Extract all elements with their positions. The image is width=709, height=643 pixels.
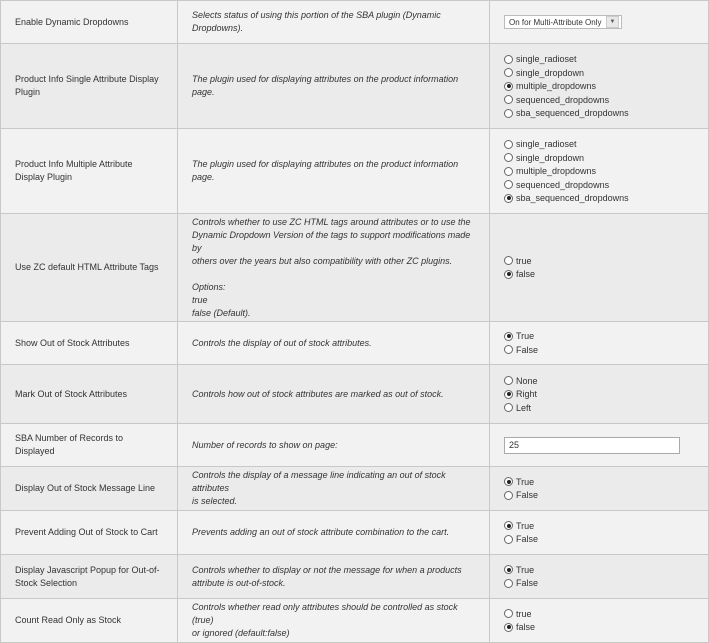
radio-checked-icon[interactable]: [504, 194, 513, 203]
radio-checked-icon[interactable]: [504, 477, 513, 486]
radio-unchecked-icon[interactable]: [504, 109, 513, 118]
records-count-input[interactable]: 25: [504, 437, 680, 454]
radio-unchecked-icon[interactable]: [504, 376, 513, 385]
radio-unchecked-icon[interactable]: [504, 256, 513, 265]
setting-description: [178, 1, 490, 44]
radio-unchecked-icon[interactable]: [504, 153, 513, 162]
setting-description: [178, 44, 490, 129]
description-line: Controls whether to display or not the message for when a products: [192, 564, 462, 575]
config-row: [1, 599, 709, 643]
radio-option[interactable]: [504, 52, 694, 66]
radio-option[interactable]: [504, 563, 694, 577]
select-value: On for Multi-Attribute Only: [509, 17, 602, 27]
setting-name: Prevent Adding Out of Stock to Cart: [1, 511, 178, 555]
radio-label: sequenced_dropdowns: [516, 94, 610, 105]
setting-description: [178, 424, 490, 467]
radio-label: True: [516, 331, 535, 342]
setting-name: Use ZC default HTML Attribute Tags: [1, 214, 178, 322]
setting-name: SBA Number of Records to Displayed: [1, 424, 178, 467]
radio-option[interactable]: [504, 151, 694, 165]
description-line: Controls how out of stock attributes are marked as out of stock.: [192, 388, 444, 399]
radio-option[interactable]: [504, 330, 694, 344]
radio-unchecked-icon[interactable]: [504, 535, 513, 544]
radio-unchecked-icon[interactable]: [504, 180, 513, 189]
setting-name: Enable Dynamic Dropdowns: [1, 1, 178, 44]
radio-option[interactable]: [504, 66, 694, 80]
config-row: [1, 365, 709, 424]
radio-option[interactable]: [504, 191, 694, 205]
radio-checked-icon[interactable]: [504, 623, 513, 632]
radio-label: False: [516, 344, 539, 355]
config-row: [1, 424, 709, 467]
radio-label: false: [516, 622, 536, 633]
radio-label: true: [516, 608, 532, 619]
setting-value: [490, 1, 709, 44]
radio-option[interactable]: [504, 489, 694, 503]
config-row: [1, 511, 709, 555]
setting-description: [178, 214, 490, 322]
radio-unchecked-icon[interactable]: [504, 491, 513, 500]
radio-checked-icon[interactable]: [504, 390, 513, 399]
radio-option[interactable]: [504, 164, 694, 178]
radio-checked-icon[interactable]: [504, 332, 513, 341]
radio-label: True: [516, 520, 535, 531]
radio-label: multiple_dropdowns: [516, 81, 597, 91]
description-line: Dropdowns).: [192, 23, 244, 33]
radio-option[interactable]: [504, 79, 694, 93]
setting-value: [490, 129, 709, 214]
setting-value: [490, 599, 709, 643]
radio-checked-icon[interactable]: [504, 270, 513, 279]
radio-option[interactable]: [504, 343, 694, 357]
description-line: The plugin used for displaying attributes on the product information page.: [192, 74, 459, 97]
radio-option[interactable]: [504, 519, 694, 533]
radio-unchecked-icon[interactable]: [504, 609, 513, 618]
radio-label: sba_sequenced_dropdowns: [516, 108, 629, 118]
description-line: Number of records to show on page:: [192, 439, 338, 450]
setting-name: Product Info Single Attribute Display Plugin: [1, 44, 178, 129]
setting-value: [490, 44, 709, 129]
radio-label: True: [516, 476, 535, 487]
setting-value: [490, 511, 709, 555]
radio-option[interactable]: [504, 374, 694, 388]
radio-label: Left: [516, 402, 532, 413]
config-row: [1, 44, 709, 129]
radio-option[interactable]: [504, 93, 694, 107]
description-line: Controls the display of a message line indicating an out of stock attributes: [192, 470, 446, 493]
radio-label: False: [516, 534, 539, 545]
radio-label: Right: [516, 389, 538, 399]
radio-label: true: [516, 255, 532, 266]
setting-value: [490, 424, 709, 467]
description-line: Options:: [192, 281, 226, 292]
radio-label: multiple_dropdowns: [516, 166, 597, 176]
setting-description: [178, 129, 490, 214]
setting-description: [178, 365, 490, 424]
radio-label: None: [516, 375, 538, 386]
description-line: or ignored (default:false): [192, 628, 290, 638]
setting-name: Show Out of Stock Attributes: [1, 322, 178, 365]
radio-unchecked-icon[interactable]: [504, 95, 513, 104]
radio-label: single_radioset: [516, 54, 577, 64]
setting-value: [490, 365, 709, 424]
radio-unchecked-icon[interactable]: [504, 579, 513, 588]
description-line: Controls whether read only attributes should be controlled as stock (true): [192, 602, 458, 625]
setting-name: Product Info Multiple Attribute Display Plugin: [1, 129, 178, 214]
description-line: Dynamic Dropdown Version of the tags to support modifications made by: [192, 229, 471, 253]
setting-name: Display Javascript Popup for Out-of-Stock Selection: [1, 555, 178, 599]
config-row: [1, 129, 709, 214]
radio-label: False: [516, 578, 539, 589]
description-line: others over the years but also compatibility with other ZC plugins.: [192, 255, 453, 266]
setting-value: [490, 322, 709, 365]
config-row: [1, 214, 709, 322]
radio-label: sba_sequenced_dropdowns: [516, 193, 629, 203]
description-line: true: [192, 294, 208, 305]
description-line: false (Default).: [192, 307, 251, 318]
radio-option[interactable]: [504, 137, 694, 151]
radio-label: single_dropdown: [516, 152, 585, 163]
radio-option[interactable]: [504, 106, 694, 120]
setting-description: [178, 322, 490, 365]
radio-unchecked-icon[interactable]: [504, 68, 513, 77]
description-line: Controls the display of out of stock attributes.: [192, 337, 372, 348]
setting-value: [490, 467, 709, 511]
radio-label: sequenced_dropdowns: [516, 179, 610, 190]
config-row: [1, 322, 709, 365]
radio-unchecked-icon[interactable]: [504, 403, 513, 412]
setting-description: [178, 599, 490, 643]
radio-option[interactable]: [504, 268, 694, 282]
description-line: Prevents adding an out of stock attribute combination to the cart.: [192, 527, 450, 537]
radio-unchecked-icon[interactable]: [504, 345, 513, 354]
dynamic-dropdowns-select[interactable]: [504, 15, 622, 29]
radio-unchecked-icon[interactable]: [504, 55, 513, 64]
radio-checked-icon[interactable]: [504, 565, 513, 574]
radio-label: false: [516, 269, 536, 280]
setting-value: [490, 214, 709, 322]
radio-label: True: [516, 564, 535, 575]
radio-unchecked-icon[interactable]: [504, 140, 513, 149]
description-line: attribute is out-of-stock.: [192, 577, 286, 588]
setting-description: [178, 555, 490, 599]
radio-label: single_dropdown: [516, 67, 585, 78]
config-row: [1, 555, 709, 599]
radio-option[interactable]: [504, 607, 694, 621]
setting-value: [490, 555, 709, 599]
radio-option[interactable]: [504, 533, 694, 547]
radio-option[interactable]: [504, 254, 694, 268]
radio-option[interactable]: [504, 475, 694, 489]
radio-option[interactable]: [504, 401, 694, 415]
radio-option[interactable]: [504, 621, 694, 635]
config-row: [1, 467, 709, 511]
chevron-down-icon: ▼: [606, 16, 619, 28]
config-row: [1, 1, 709, 44]
setting-name: Count Read Only as Stock: [1, 599, 178, 643]
description-line: Selects status of using this portion of the SBA plugin (Dynamic: [192, 10, 441, 20]
radio-option[interactable]: [504, 178, 694, 192]
setting-description: [178, 511, 490, 555]
radio-label: single_radioset: [516, 139, 577, 149]
description-line: is selected.: [192, 496, 238, 506]
radio-unchecked-icon[interactable]: [504, 167, 513, 176]
radio-option[interactable]: [504, 387, 694, 401]
setting-name: Mark Out of Stock Attributes: [1, 365, 178, 424]
setting-description: [178, 467, 490, 511]
description-line: Controls whether to use ZC HTML tags around attributes or to use the: [192, 216, 471, 227]
setting-name: Display Out of Stock Message Line: [1, 467, 178, 511]
radio-checked-icon[interactable]: [504, 521, 513, 530]
radio-checked-icon[interactable]: [504, 82, 513, 91]
radio-label: False: [516, 490, 539, 501]
description-line: The plugin used for displaying attributes on the product information page.: [192, 159, 459, 182]
radio-option[interactable]: [504, 577, 694, 591]
description-line: [192, 268, 475, 281]
